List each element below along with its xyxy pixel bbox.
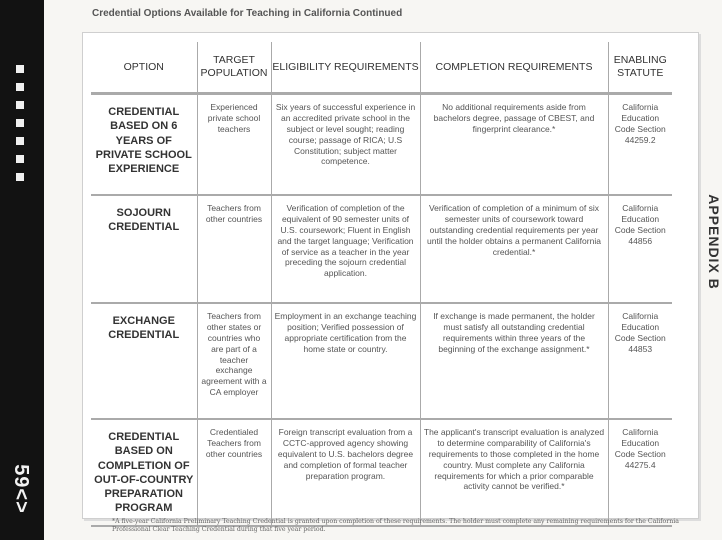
completion-cell: No additional requirements aside from bachelors degree, passage of CBEST, and fingerprint clearance.* xyxy=(420,94,608,196)
target-cell: Teachers from other states or countries who are part of a teacher exchange agreement with a CA employer xyxy=(197,303,271,419)
credential-options-table xyxy=(91,42,672,527)
statute-cell: California Education Code Section 44856 xyxy=(608,195,672,303)
completion-cell: If exchange is made permanent, the holder must satisfy all outstanding credential requirements within three years of the beginning of the exchange assignment.* xyxy=(420,303,608,419)
table-row xyxy=(91,195,672,303)
eligibility-cell: Six years of successful experience in an accredited private school in the subject or level sought; reading course; passage of RICA; U.S Constitution; subject matter competence. xyxy=(271,94,420,196)
eligibility-cell: Employment in an exchange teaching position; Verified possession of appropriate certification from the home state or country. xyxy=(271,303,420,419)
strip-marker xyxy=(16,173,24,181)
statute-cell: California Education Code Section 44853 xyxy=(608,303,672,419)
completion-cell: The applicant's transcript evaluation is analyzed to determine comparability of California's requirements to those completed in the home country. Must complete any California requirements for which a prior comparable activity cannot be verified.* xyxy=(420,419,608,526)
eligibility-cell: Foreign transcript evaluation from a CCTC-approved agency showing equivalent to U.S. bachelors degree and completion of formal teacher preparation program. xyxy=(271,419,420,526)
option-cell: SOJOURN CREDENTIAL xyxy=(91,195,197,303)
target-cell: Experienced private school teachers xyxy=(197,94,271,196)
page-code: 59<> xyxy=(10,464,32,514)
left-dark-strip xyxy=(0,0,44,540)
target-cell: Credentialed Teachers from other countries xyxy=(197,419,271,526)
footnote: *A five-year California Preliminary Teaching Credential is granted upon completion of these requirements. The holder must complete any remaining requirements for the California Professional Clear Teaching Credential during that five year period. xyxy=(112,518,679,534)
option-cell: CREDENTIAL BASED ON COMPLETION OF OUT-OF-COUNTRY PREPARATION PROGRAM xyxy=(91,419,197,526)
option-cell: CREDENTIAL BASED ON 6 YEARS OF PRIVATE SCHOOL EXPERIENCE xyxy=(91,94,197,196)
strip-marker xyxy=(16,137,24,145)
page-title: Credential Options Available for Teaching in California Continued xyxy=(92,8,403,19)
strip-marker xyxy=(16,65,24,73)
appendix-label: APPENDIX B xyxy=(706,194,722,290)
strip-marker xyxy=(16,101,24,109)
table-header-row xyxy=(91,42,672,94)
table-row xyxy=(91,94,672,196)
completion-cell: Verification of completion of a minimum of six semester units of coursework toward outstanding credential requirements per year until the holder obtains a permanent California credential.* xyxy=(420,195,608,303)
strip-marker xyxy=(16,83,24,91)
column-header-eligibility: ELIGIBILITY REQUIREMENTS xyxy=(271,42,420,94)
column-header-target: TARGET POPULATION xyxy=(197,42,271,94)
target-cell: Teachers from other countries xyxy=(197,195,271,303)
strip-marker xyxy=(16,155,24,163)
statute-cell: California Education Code Section 44259.2 xyxy=(608,94,672,196)
eligibility-cell: Verification of completion of the equivalent of 90 semester units of U.S. coursework; Fluent in English and the target language; Verification of service as a teacher in the year preceding the sojourn credential application. xyxy=(271,195,420,303)
column-header-completion: COMPLETION REQUIREMENTS xyxy=(420,42,608,94)
table-row xyxy=(91,303,672,419)
statute-cell: California Education Code Section 44275.4 xyxy=(608,419,672,526)
option-cell: EXCHANGE CREDENTIAL xyxy=(91,303,197,419)
column-header-option: OPTION xyxy=(91,42,197,94)
column-header-statute: ENABLING STATUTE xyxy=(608,42,672,94)
strip-marker xyxy=(16,119,24,127)
table-row xyxy=(91,419,672,526)
